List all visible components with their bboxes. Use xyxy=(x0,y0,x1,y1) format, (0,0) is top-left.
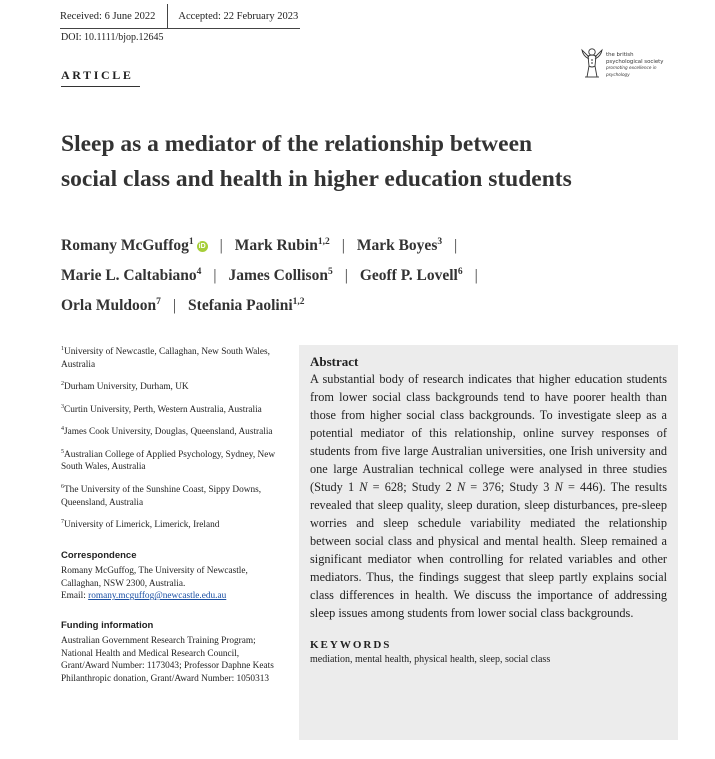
keywords-list: mediation, mental health, physical health, sleep, social class xyxy=(310,654,551,665)
affiliation: $^6$The University of the Sunshine Coast, Sippy Downs, Queensland, Australia xyxy=(61,483,262,508)
author-name[interactable]: Geoff P. Lovell$^6$ xyxy=(359,267,463,285)
affiliation: $^7$University of Limerick, Limerick, Ireland xyxy=(61,519,220,531)
author-name[interactable]: Romany McGuffog$^1$ xyxy=(61,237,194,255)
doi: DOI: 10.1111/bjop.12645 xyxy=(61,32,164,43)
author-name[interactable]: Mark Boyes$^3$ xyxy=(356,237,443,255)
received-date: Received: 6 June 2022 xyxy=(60,10,156,22)
affiliation: $^4$James Cook University, Douglas, Queensland, Australia xyxy=(61,426,273,438)
affiliation: $^1$University of Newcastle, Callaghan, New South Wales, Australia xyxy=(61,346,270,370)
abstract-text: A substantial body of research indicates that higher education students from lower social class backgrounds tend to have poorer health than those from higher social class backgrounds. To investigate sleep as a potential mediator of this relationship, online survey responses of students from five large Australian universities, one Irish university and one large Australian technical college were analysed in three studies (Study 1 N = 628; Study 2 N = 376; Study 3 N = 446). The results revealed that sleep quality, sleep duration, sleep disturbances, pre-sleep worries and sleep schedule variability mediated the relationship between social class and physical and mental health. Sleep remained a significant mediator when controlling for related variables and other mediators. Thus, the findings suggest that sleep partly explains social class differences in health. We discuss the importance of addressing sleep issues among students from lower social class backgrounds. xyxy=(310,372,667,620)
bps-logo-text: the british psychological society promoting excellence in psychology xyxy=(606,52,664,77)
author-separator: | xyxy=(172,297,177,315)
article-label-underline xyxy=(61,86,140,87)
keywords-heading: KEYWORDS xyxy=(310,639,392,651)
author-separator: | xyxy=(219,237,223,255)
bps-logo xyxy=(580,46,680,82)
author-separator: | xyxy=(344,267,348,285)
affiliation: $^5$Australian College of Applied Psychology, Sydney, New South Wales, Australia xyxy=(61,448,276,473)
publication-dates xyxy=(60,4,300,29)
funding-text: Australian Government Research Training Program; National Health and Medical Research Council, Grant/Award Number: 1173043; Professor Daphne Keats Philanthropic donation, Grant/Award Number: 1050313 xyxy=(61,636,274,684)
correspondence-heading: Correspondence xyxy=(61,549,137,561)
affiliation: $^2$Durham University, Durham, UK xyxy=(61,381,189,393)
author-separator: | xyxy=(474,267,478,285)
bps-psyche-logo-icon xyxy=(580,46,604,80)
article-title: Sleep as a mediator of the relationship between social class and health in higher education students xyxy=(61,131,572,192)
author-name[interactable]: Mark Rubin$^{1,2}$ xyxy=(234,237,330,255)
abstract-box xyxy=(299,345,678,740)
author-name[interactable]: Stefania Paolini$^{1,2}$ xyxy=(188,297,305,315)
author-separator: | xyxy=(341,237,345,255)
email-link[interactable]: romany.mcguffog@newcastle.edu.au xyxy=(88,591,227,602)
affiliation: $^3$Curtin University, Perth, Western Australia, Australia xyxy=(61,403,262,415)
article-sidebar xyxy=(61,343,286,685)
author-name[interactable]: Orla Muldoon$^7$ xyxy=(61,297,161,315)
author-name[interactable]: James Collison$^5$ xyxy=(228,267,333,285)
funding-heading: Funding information xyxy=(61,619,154,631)
correspondence-text: Romany McGuffog, The University of Newcastle, Callaghan, NSW 2300, Australia. Email: romany.mcguffog@newcastle.edu.au xyxy=(61,566,248,602)
article-type-label: ARTICLE xyxy=(61,68,134,82)
date-divider xyxy=(167,4,168,28)
author-separator: | xyxy=(454,237,458,255)
abstract-heading: Abstract xyxy=(310,354,359,369)
author-name[interactable]: Marie L. Caltabiano$^4$ xyxy=(61,267,202,285)
author-separator: | xyxy=(213,267,217,285)
author-list xyxy=(61,229,691,319)
accepted-date: Accepted: 22 February 2023 xyxy=(178,10,299,22)
orcid-icon[interactable]: iD xyxy=(198,243,206,251)
